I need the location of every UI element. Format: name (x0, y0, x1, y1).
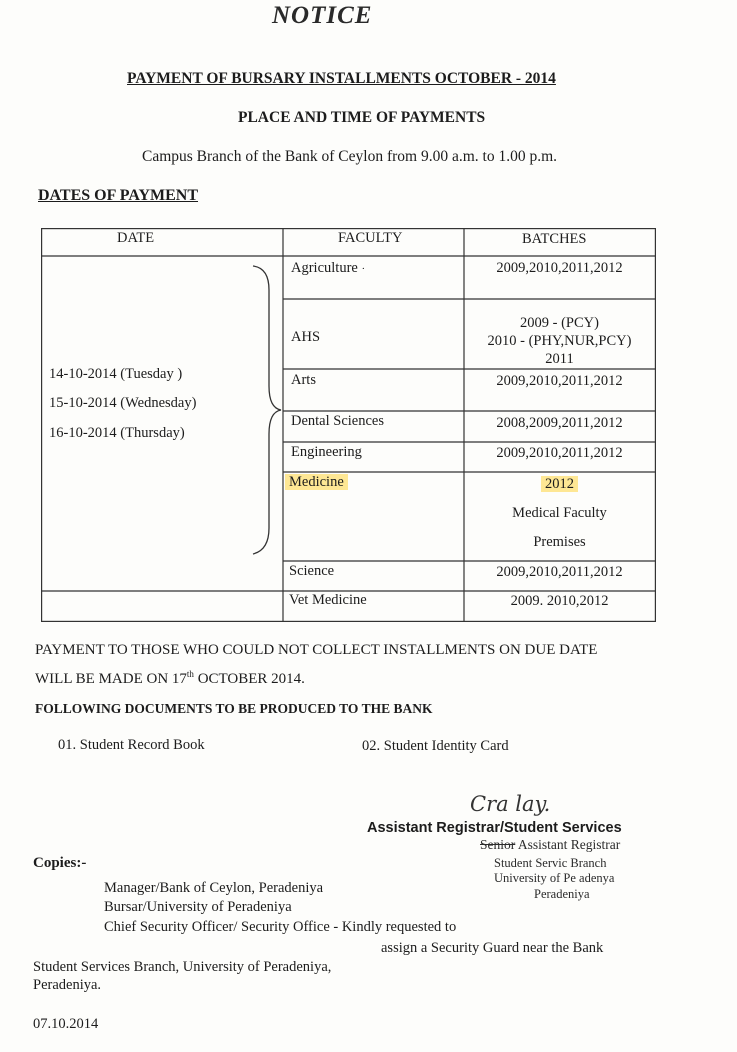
payment-schedule-table (41, 228, 656, 622)
late-payment-line-2: WILL BE MADE ON 17th OCTOBER 2014. (35, 669, 305, 687)
copy-recipient: Chief Security Officer/ Security Office - Kindly requested to (104, 919, 457, 935)
column-header-date: DATE (117, 230, 155, 246)
batch-value: 2009,2010,2011,2012 (496, 445, 623, 461)
document-item: 02. Student Identity Card (362, 738, 509, 754)
batch-value: 2009,2010,2011,2012 (496, 260, 623, 276)
curly-brace (253, 266, 281, 554)
dates-heading: DATES OF PAYMENT (38, 187, 199, 204)
faculty-name: Engineering (291, 444, 362, 460)
document-date: 07.10.2014 (33, 1016, 99, 1032)
faculty-name-highlighted: Medicine (285, 474, 348, 490)
payment-date: 15-10-2014 (Wednesday) (49, 395, 197, 411)
faculty-name: Arts (291, 372, 316, 388)
copy-recipient-continued: assign a Security Guard near the Bank (381, 940, 604, 956)
table-row-medicine (285, 474, 348, 491)
stamp-line: Student Servic Branch (494, 856, 607, 870)
late-payment-line-1: PAYMENT TO THOSE WHO COULD NOT COLLECT INSTALLMENTS ON DUE DATE (35, 642, 598, 658)
faculty-name: AHS (291, 329, 321, 345)
batch-value: 2009,2010,2011,2012 (496, 564, 623, 580)
payment-date: 14-10-2014 (Tuesday ) (49, 366, 183, 382)
faculty-name: Vet Medicine (289, 592, 367, 608)
documents-heading: FOLLOWING DOCUMENTS TO BE PRODUCED TO THE BANK (35, 701, 433, 716)
column-header-batches: BATCHES (522, 231, 587, 247)
batch-value: 2010 - (PHY,NUR,PCY) (487, 333, 632, 349)
batch-value: 2009. 2010,2012 (510, 593, 609, 609)
payment-date: 16-10-2014 (Thursday) (49, 425, 185, 441)
venue-text: Campus Branch of the Bank of Ceylon from 9.00 a.m. to 1.00 p.m. (142, 148, 557, 165)
copy-recipient: Manager/Bank of Ceylon, Peradeniya (104, 880, 324, 896)
document-subtitle: PLACE AND TIME OF PAYMENTS (238, 109, 486, 126)
faculty-name: Dental Sciences (291, 413, 385, 429)
column-header-faculty: FACULTY (338, 230, 403, 246)
stamp-line: University of Pe adenya (494, 871, 615, 885)
batch-value: Medical Faculty (512, 505, 607, 521)
batch-value: 2011 (545, 351, 574, 367)
copy-recipient: Bursar/University of Peradeniya (104, 899, 292, 915)
batch-value: Premises (533, 534, 586, 550)
stamp-line: Senior Assistant Registrar (480, 837, 621, 852)
batch-value-highlighted: 2012 (541, 476, 578, 492)
batch-value: 2008,2009,2011,2012 (496, 415, 623, 431)
batch-value: 2009 - (PCY) (520, 315, 599, 331)
document-item: 01. Student Record Book (58, 737, 205, 753)
table-row: Agriculture · (291, 260, 366, 276)
stamp-struck-word: Senior (480, 837, 516, 852)
copy-recipient-continued: Peradeniya. (33, 977, 102, 993)
faculty-name: Agriculture (291, 260, 358, 276)
signature-scrawl: Cra lay. (470, 792, 551, 816)
faculty-name: Science (289, 563, 335, 579)
batch-value-cell (464, 476, 655, 493)
batch-value: 2009,2010,2011,2012 (496, 373, 623, 389)
signatory-title: Assistant Registrar/Student Services (367, 820, 622, 836)
notice-heading: NOTICE (272, 2, 373, 29)
document-title: PAYMENT OF BURSARY INSTALLMENTS OCTOBER - 2014 (127, 70, 556, 87)
copies-heading: Copies:- (33, 855, 87, 871)
stamp-line: Peradeniya (534, 887, 590, 901)
copy-recipient: Student Services Branch, University of Peradeniya, (33, 959, 332, 975)
